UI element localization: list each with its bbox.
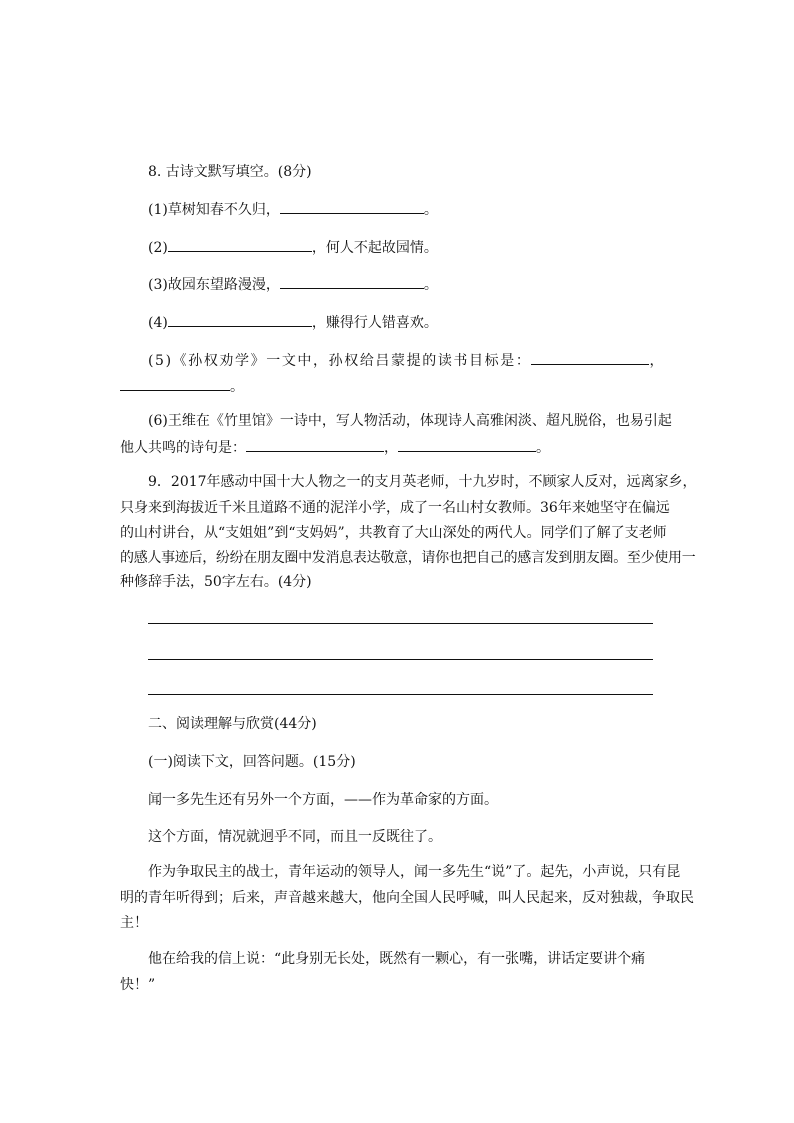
q8-item-1-blank[interactable] — [280, 199, 424, 214]
passage-paragraph-3-line-2: 明的青年听得到；后来，声音越来越大，他向全国人民呼喊，叫人民起来，反对独裁，争取民 — [120, 890, 694, 906]
q8-item-1-text: (1)草树知春不久归， — [148, 202, 280, 218]
q8-item-4-blank[interactable] — [168, 312, 312, 327]
q8-item-3-end: 。 — [423, 277, 438, 293]
q8-item-5-blank-a[interactable] — [531, 350, 649, 365]
section-2-title: 二、阅读理解与欣赏(44分) — [148, 716, 317, 732]
q8-item-5 — [148, 350, 708, 371]
q8-item-5-blank-b[interactable] — [120, 376, 230, 391]
q8-item-6-end: 。 — [536, 440, 550, 456]
passage-paragraph-4-line-2: 快！” — [120, 977, 156, 993]
q8-item-4-text: ，赚得行人错喜欢。 — [311, 315, 438, 331]
q8-item-2 — [148, 237, 708, 258]
q8-item-1 — [148, 199, 708, 220]
q8-item-3 — [148, 274, 708, 295]
q8-item-5-comma: ， — [649, 353, 664, 369]
q8-item-3-text: (3)故园东望路漫漫， — [148, 277, 280, 293]
q8-item-2-blank[interactable] — [168, 237, 312, 252]
passage-paragraph-4-line-1: 他在给我的信上说：“此身别无长处，既然有一颗心，有一张嘴，讲话定要讲个痛 — [148, 951, 646, 967]
q8-item-6-text: 他人共鸣的诗句是： — [120, 440, 246, 456]
q8-item-4 — [148, 312, 708, 333]
q9-line-5: 种修辞手法，50字左右。(4分) — [120, 574, 312, 590]
answer-line-2[interactable] — [148, 659, 653, 660]
answer-line-1[interactable] — [148, 623, 653, 624]
q8-item-5-cont — [120, 376, 680, 397]
q9-line-4: 的感人事迹后，纷纷在朋友圈中发消息表达敬意，请你也把自己的感言发到朋友圈。至少使用一 — [120, 550, 696, 566]
q8-item-3-blank[interactable] — [280, 274, 424, 289]
section-2-sub-1: (一)阅读下文，回答问题。(15分) — [148, 754, 356, 770]
q9-line-3: 的山村讲台，从“支姐姐”到“支妈妈”，共教育了大山深处的两代人。同学们了解了支老师 — [120, 525, 667, 541]
q8-item-6-line-1: (6)王维在《竹里馆》一诗中，写人物活动，体现诗人高雅闲淡、超凡脱俗，也易引起 — [148, 413, 672, 429]
q8-item-6-blank-a[interactable] — [246, 437, 384, 452]
q8-item-4-start: (4) — [148, 315, 168, 331]
q8-item-6-line-2 — [120, 437, 680, 458]
answer-line-3[interactable] — [148, 694, 653, 695]
passage-paragraph-1: 闻一多先生还有另外一个方面，——作为革命家的方面。 — [148, 792, 498, 808]
q8-item-6-comma: ， — [384, 440, 398, 456]
question-8-title: 8. 古诗文默写填空。(8分) — [148, 164, 312, 180]
passage-paragraph-3-line-3: 主！ — [120, 915, 148, 931]
q8-item-5-end: 。 — [230, 379, 244, 395]
q8-item-5-text: (5)《孙权劝学》一文中，孙权给吕蒙提的读书目标是： — [148, 353, 532, 369]
q9-line-1: 9．2017年感动中国十大人物之一的支月英老师，十九岁时，不顾家人反对，远离家乡， — [148, 474, 697, 490]
passage-paragraph-2: 这个方面，情况就迥乎不同，而且一反既往了。 — [148, 829, 442, 845]
q8-item-6-blank-b[interactable] — [398, 437, 536, 452]
q8-item-1-end: 。 — [423, 202, 438, 218]
passage-paragraph-3-line-1: 作为争取民主的战士，青年运动的领导人，闻一多先生“说”了。起先，小声说，只有昆 — [148, 864, 681, 880]
q8-item-2-text: ，何人不起故园情。 — [311, 240, 438, 256]
q9-line-2: 只身来到海拔近千米且道路不通的泥洋小学，成了一名山村女教师。36年来她坚守在偏远 — [120, 500, 670, 516]
q8-item-2-start: (2) — [148, 240, 168, 256]
